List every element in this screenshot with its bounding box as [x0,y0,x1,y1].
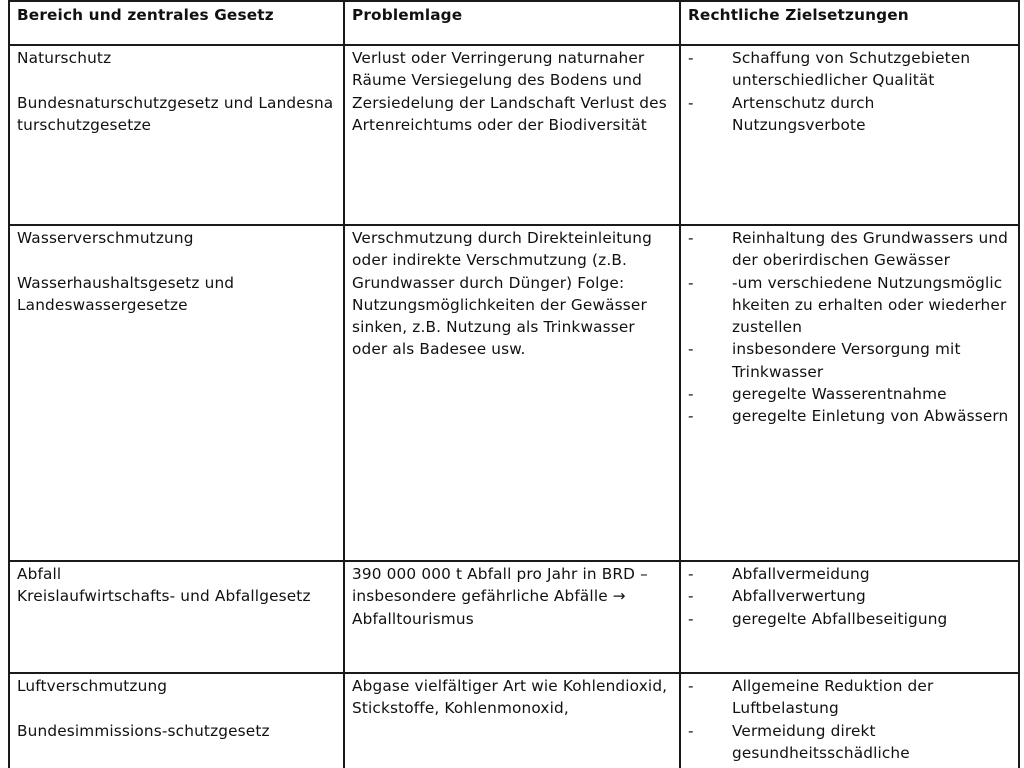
goal-item [688,272,1012,339]
goal-item [688,47,1012,92]
bullet-dash: - [688,340,694,359]
bullet-dash: - [688,677,694,695]
goal-item [688,585,1012,607]
legislation-table [8,0,1020,768]
goal-text: Abfallverwertung [732,587,866,606]
goal-text: Abfallvermeidung [732,565,870,583]
goal-text: Allgemeine Reduktion der Luftbelastung [732,677,934,718]
goal-item [688,383,1012,405]
bullet-dash: - [688,49,694,67]
area-name: Wasserverschmutzung [17,229,194,247]
bullet-dash: - [688,407,694,426]
goal-text: Schaffung von Schutzgebieten unterschiedlicher Qualität [732,49,971,90]
bullet-dash: - [688,609,694,628]
bullet-dash: - [688,721,694,740]
goal-item [688,338,1012,383]
area-cell [9,225,344,561]
goals-cell [680,45,1019,225]
goal-text: Artenschutz durch Nutzungsverbote [732,93,875,134]
header-area-law: Bereich und zentrales Gesetz [9,1,344,45]
goal-item [688,92,1012,137]
goal-text: Reinhaltung des Grundwassers und der oberirdischen Gewässer [732,229,1009,270]
table-header-row [9,1,1019,45]
goal-text: insbesondere Versorgung mit Trinkwasser [732,340,961,381]
goal-text: geregelte Wasserentnahme [732,385,947,404]
goal-item [688,227,1012,272]
goals-cell [680,225,1019,561]
table-row [9,225,1019,561]
header-goals [680,1,1019,45]
goal-item [688,405,1012,427]
bullet-dash: - [688,565,694,583]
area-cell [9,561,344,673]
goal-text: -um verschiedene Nutzungsmöglichkeiten zu erhalten oder wiederherzustellen [732,273,1007,337]
bullet-dash: - [688,93,694,112]
law-name: Bundesnaturschutzgesetz und Landesnaturschutzgesetze [17,93,334,134]
bullet-dash: - [688,229,694,247]
law-name: Kreislaufwirtschafts- und Abfallgesetz [17,587,311,606]
law-name: Wasserhaushaltsgesetz und Landeswassergesetze [17,273,235,314]
goals-cell [680,673,1019,768]
goal-text: geregelte Abfallbeseitigung [732,609,948,628]
header-problem: Problemlage [344,1,680,45]
goal-item [688,563,1012,585]
area-cell [9,45,344,225]
area-name: Naturschutz [17,49,112,67]
table-row [9,561,1019,673]
bullet-dash: - [688,273,694,292]
goal-text: Vermeidung direkt gesundheitsschädliche [732,721,910,762]
goals-cell [680,561,1019,673]
header-goals-text: Rechtliche Zielsetzungen [688,6,909,24]
problem-cell: 390 000 000 t Abfall pro Jahr in BRD – insbesondere gefährliche Abfälle → Abfalltourismus [344,561,680,673]
problem-cell: Verlust oder Verringerung naturnaher Räume Versiegelung des Bodens und Zersiedelung der Landschaft Verlust des Artenreichtums oder der Biodiversität [344,45,680,225]
area-cell [9,673,344,768]
goal-item [688,720,1012,765]
area-name: Abfall [17,565,62,583]
law-name: Bundesimmissions-schutzgesetz [17,721,270,740]
bullet-dash: - [688,385,694,404]
bullet-dash: - [688,587,694,606]
table-row [9,45,1019,225]
problem-cell: Verschmutzung durch Direkteinleitung oder indirekte Verschmutzung (z.B. Grundwasser durch Dünger) Folge: Nutzungsmöglichkeiten der Gewässer sinken, z.B. Nutzung als Trinkwasser oder als Badesee usw. [344,225,680,561]
problem-cell: Abgase vielfältiger Art wie Kohlendioxid, Stickstoffe, Kohlenmonoxid, [344,673,680,768]
area-name: Luftverschmutzung [17,677,168,695]
goal-text: geregelte Einletung von Abwässern [732,407,1009,426]
table-row [9,673,1019,768]
goal-item [688,675,1012,720]
goal-item [688,608,1012,630]
